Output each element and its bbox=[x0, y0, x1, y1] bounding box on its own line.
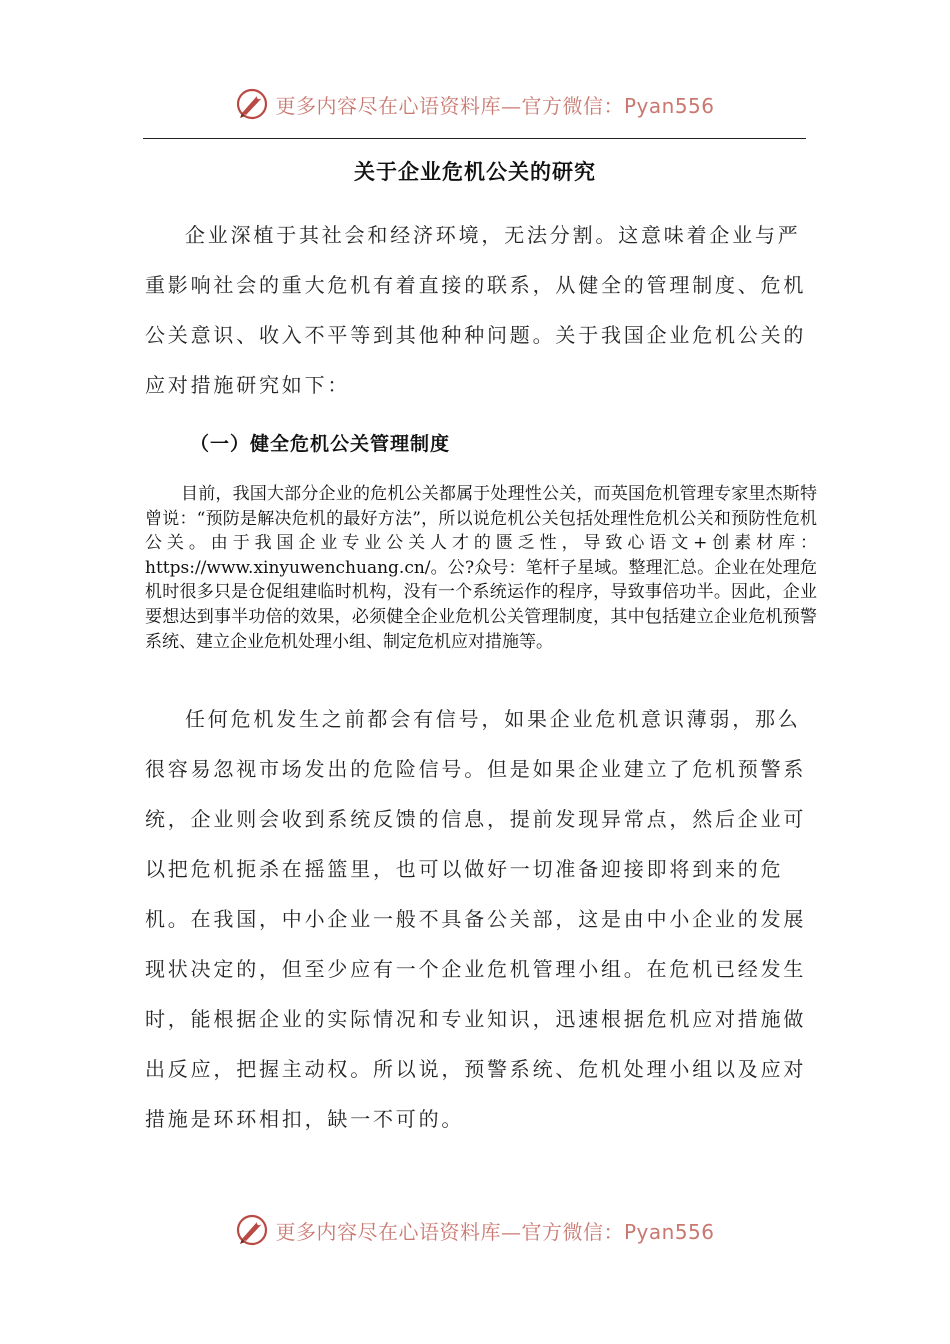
banner-label: 更多内容尽在心语资料库—官方微信： bbox=[275, 1219, 624, 1244]
intro-paragraph: 企业深植于其社会和经济环境，无法分割。这意味着企业与严重影响社会的重大危机有着直接的联系，从健全的管理制度、危机公关意识、收入不平等到其他种种问题。关于我国企业危机公关的应对措施研究如下： bbox=[145, 223, 807, 397]
header-divider bbox=[143, 138, 806, 139]
pen-logo-icon bbox=[235, 1213, 269, 1247]
banner-text bbox=[275, 90, 714, 119]
banner-label: 更多内容尽在心语资料库—官方微信： bbox=[275, 93, 624, 118]
section-heading: （一）健全危机公关管理制度 bbox=[190, 433, 451, 455]
section-body-paragraph: 目前，我国大部分企业的危机公关都属于处理性公关，而英国危机管理专家里杰斯特曾说：“预防是解决危机的最好方法”，所以说危机公关包括处理性危机公关和预防性危机公关。由于我国企业专业公关人才的匮乏性，导致心语文+创素材库：https://www.xinyuwenchuang.cn/。公?众号：笔杆子星域。整理汇总。企业在处理危机时很多只是仓促组建临时机构，没有一个系统运作的程序，导致事倍功半。因此，企业要想达到事半功倍的效果，必须健全企业危机公关管理制度，其中包括建立企业危机预警系统、建立企业危机处理小组、制定危机应对措施等。 bbox=[145, 484, 817, 652]
closing-paragraph: 任何危机发生之前都会有信号，如果企业危机意识薄弱，那么很容易忽视市场发出的危险信号。但是如果企业建立了危机预警系统，企业则会收到系统反馈的信息，提前发现异常点，然后企业可以把危机扼杀在摇篮里，也可以做好一切准备迎接即将到来的危机。在我国，中小企业一般不具备公关部，这是由中小企业的发展现状决定的，但至少应有一个企业危机管理小组。在危机已经发生时，能根据企业的实际情况和专业知识，迅速根据危机应对措施做出反应，把握主动权。所以说，预警系统、危机处理小组以及应对措施是环环相扣，缺一不可的。 bbox=[145, 707, 807, 1131]
pen-logo-icon bbox=[235, 87, 269, 121]
footer-banner bbox=[0, 1210, 950, 1250]
banner-text bbox=[275, 1216, 714, 1245]
document-title: 关于企业危机公关的研究 bbox=[354, 160, 596, 184]
banner-handle: Pyan556 bbox=[623, 1219, 715, 1244]
banner-handle: Pyan556 bbox=[623, 93, 715, 118]
header-banner bbox=[0, 84, 950, 124]
